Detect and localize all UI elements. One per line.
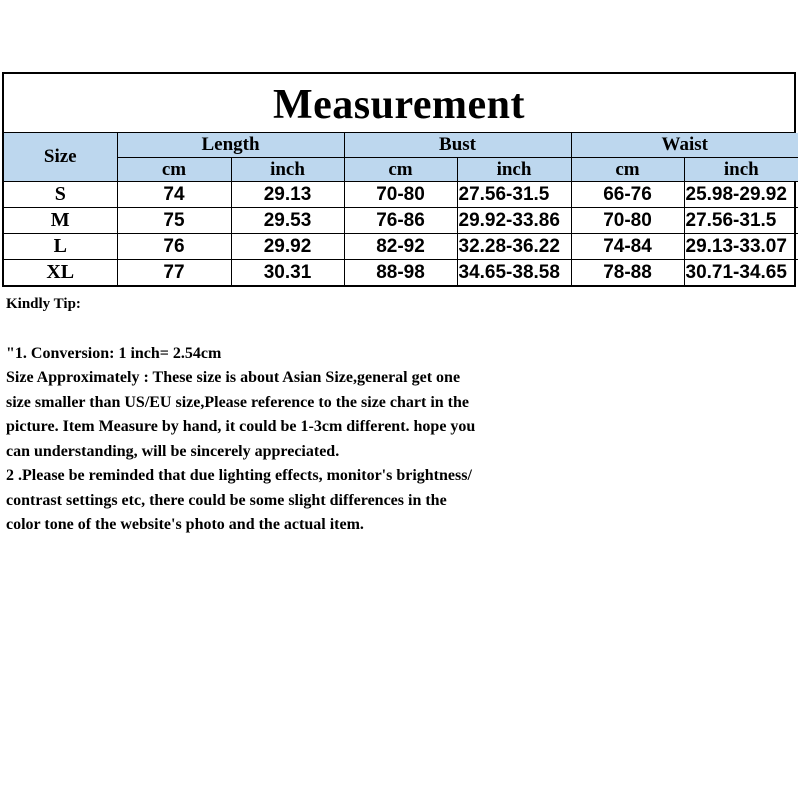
- waist-cm-cell: 78-88: [571, 260, 684, 286]
- length-header: Length: [117, 133, 344, 158]
- table-row: [4, 208, 798, 234]
- size-cell: XL: [4, 260, 117, 286]
- waist-inch-cell: 27.56-31.5: [684, 208, 798, 234]
- unit-header: cm: [344, 158, 457, 182]
- note-line: "1. Conversion: 1 inch= 2.54cm: [6, 344, 222, 362]
- waist-inch-cell: 25.98-29.92: [684, 182, 798, 208]
- measurement-table: [4, 133, 798, 285]
- table-row: [4, 234, 798, 260]
- unit-header: inch: [457, 158, 571, 182]
- bust-header: Bust: [344, 133, 571, 158]
- size-cell: L: [4, 234, 117, 260]
- length-cm-cell: 77: [117, 260, 231, 286]
- unit-header: inch: [684, 158, 798, 182]
- bust-cm-cell: 76-86: [344, 208, 457, 234]
- kindly-tip-label: Kindly Tip:: [6, 296, 81, 312]
- note-line: Size Approximately : These size is about Asian Size,general get one: [6, 369, 461, 386]
- size-chart: [2, 72, 796, 287]
- size-cell: S: [4, 182, 117, 208]
- bust-inch-cell: 29.92-33.86: [457, 208, 571, 234]
- waist-cm-cell: 70-80: [571, 208, 684, 234]
- length-inch-cell: 29.13: [231, 182, 344, 208]
- unit-header: cm: [571, 158, 684, 182]
- note-line: picture. Item Measure by hand, it could be 1-3cm different. hope you: [6, 418, 476, 435]
- bust-inch-cell: 32.28-36.22: [457, 234, 571, 260]
- note-line: can understanding, will be sincerely appreciated.: [6, 442, 340, 460]
- unit-header: cm: [117, 158, 231, 182]
- bust-cm-cell: 82-92: [344, 234, 457, 260]
- length-cm-cell: 75: [117, 208, 231, 234]
- size-column-header: Size: [4, 133, 117, 182]
- waist-cm-cell: 74-84: [571, 234, 684, 260]
- length-inch-cell: 30.31: [231, 260, 344, 286]
- length-cm-cell: 76: [117, 234, 231, 260]
- table-row: [4, 182, 798, 208]
- length-inch-cell: 29.92: [231, 234, 344, 260]
- note-line: size smaller than US/EU size,Please reference to the size chart in the: [6, 393, 469, 411]
- length-inch-cell: 29.53: [231, 208, 344, 234]
- chart-title: Measurement: [4, 74, 794, 133]
- bust-inch-cell: 34.65-38.58: [457, 260, 571, 286]
- waist-cm-cell: 66-76: [571, 182, 684, 208]
- bust-cm-cell: 70-80: [344, 182, 457, 208]
- note-line: contrast settings etc, there could be some slight differences in the: [6, 491, 447, 509]
- waist-inch-cell: 30.71-34.65: [684, 260, 798, 286]
- length-cm-cell: 74: [117, 182, 231, 208]
- notes-section: [6, 292, 566, 538]
- table-row: [4, 260, 798, 286]
- waist-inch-cell: 29.13-33.07: [684, 234, 798, 260]
- note-line: color tone of the website's photo and the actual item.: [6, 516, 364, 533]
- bust-cm-cell: 88-98: [344, 260, 457, 286]
- unit-header: inch: [231, 158, 344, 182]
- waist-header: Waist: [571, 133, 798, 158]
- note-line: 2 .Please be reminded that due lighting effects, monitor's brightness/: [6, 467, 472, 484]
- bust-inch-cell: 27.56-31.5: [457, 182, 571, 208]
- size-cell: M: [4, 208, 117, 234]
